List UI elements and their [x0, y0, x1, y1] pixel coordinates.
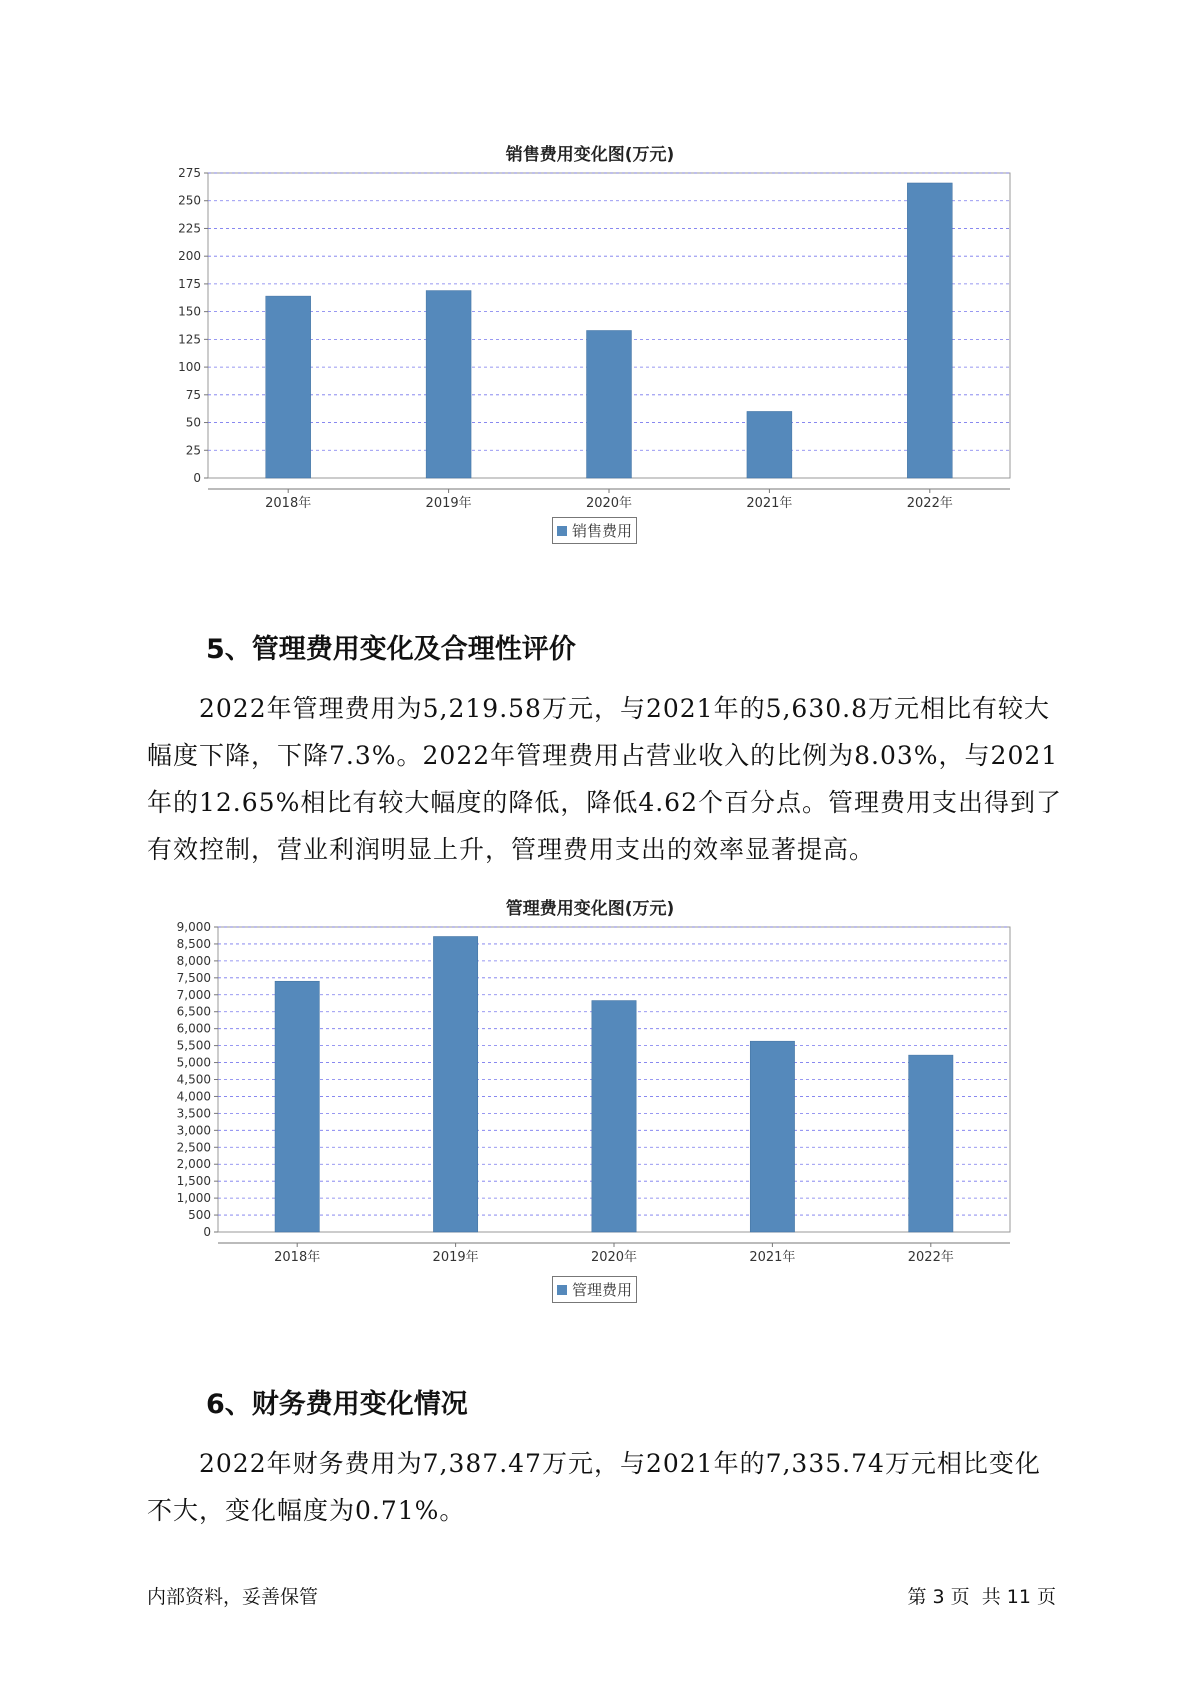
legend-swatch — [557, 526, 567, 536]
section-heading: 6、财务费用变化情况 — [206, 1389, 468, 1420]
y-tick-label: 5,000 — [176, 1055, 211, 1070]
bar — [750, 1041, 794, 1232]
y-tick-label: 2,000 — [176, 1157, 211, 1172]
y-tick-label: 8,500 — [176, 936, 211, 951]
chart-plot — [160, 166, 1020, 550]
x-tick-label: 2020年 — [590, 1250, 638, 1265]
y-tick-label: 3,000 — [176, 1123, 211, 1138]
y-tick-label: 75 — [185, 387, 201, 402]
y-tick-label: 5,500 — [176, 1038, 211, 1053]
y-tick-label: 1,000 — [176, 1191, 211, 1206]
y-tick-label: 150 — [178, 304, 201, 319]
legend-label: 管理费用 — [572, 1281, 633, 1299]
y-tick-label: 200 — [178, 249, 201, 264]
y-tick-label: 9,000 — [176, 920, 211, 934]
x-tick-label: 2022年 — [907, 1250, 954, 1265]
y-tick-label: 6,000 — [176, 1021, 211, 1036]
chart-legend — [552, 1276, 637, 1303]
x-tick-label: 2022年 — [906, 496, 953, 511]
y-tick-label: 100 — [178, 360, 201, 375]
y-tick-label: 25 — [185, 443, 201, 458]
chart-title: 管理费用变化图(万元) — [505, 899, 675, 919]
admin-expense-chart — [160, 894, 1020, 1324]
sales-expense-chart — [160, 140, 1020, 560]
y-tick-label: 7,500 — [176, 970, 211, 985]
bar — [426, 291, 471, 478]
y-tick-label: 6,500 — [176, 1004, 211, 1019]
chart-plot — [160, 920, 1020, 1309]
y-tick-label: 500 — [188, 1208, 211, 1223]
y-tick-label: 225 — [178, 221, 201, 236]
x-tick-label: 2018年 — [265, 496, 312, 511]
y-tick-label: 0 — [203, 1225, 211, 1239]
y-tick-label: 125 — [178, 332, 201, 347]
x-tick-label: 2020年 — [585, 496, 633, 511]
footer-right: 第 3 页 共 11 页 — [907, 1586, 1056, 1608]
y-tick-label: 7,000 — [176, 987, 211, 1002]
footer-left: 内部资料，妥善保管 — [147, 1586, 319, 1608]
legend-label: 销售费用 — [572, 522, 633, 540]
y-tick-label: 4,000 — [176, 1089, 211, 1104]
section-heading: 5、管理费用变化及合理性评价 — [206, 634, 576, 665]
bar — [587, 330, 632, 478]
y-tick-label: 50 — [185, 415, 201, 430]
chart-legend — [552, 517, 637, 544]
legend-swatch — [557, 1285, 567, 1295]
y-tick-label: 275 — [178, 166, 201, 180]
bar — [907, 183, 952, 478]
x-tick-label: 2021年 — [749, 1250, 796, 1265]
bar — [592, 1001, 636, 1232]
y-tick-label: 3,500 — [176, 1106, 211, 1121]
bar — [747, 411, 792, 478]
bar — [909, 1055, 953, 1232]
y-tick-label: 4,500 — [176, 1072, 211, 1087]
chart-title: 销售费用变化图(万元) — [505, 145, 675, 165]
x-tick-label: 2021年 — [746, 496, 793, 511]
y-tick-label: 175 — [178, 276, 201, 291]
bar — [275, 981, 319, 1232]
x-tick-label: 2019年 — [432, 1250, 479, 1265]
y-tick-label: 0 — [193, 471, 201, 485]
x-tick-label: 2018年 — [274, 1250, 321, 1265]
bar — [433, 936, 477, 1232]
section-paragraph: 2022年管理费用为5,219.58万元，与2021年的5,630.8万元相比有较大幅度下降，下降7.3%。2022年管理费用占营业收入的比例为8.03%，与2021年的12.65%相比有较大幅度的降低，降低4.62个百分点。管理费用支出得到了有效控制，营业利润明显上升，管理费用支出的效率显著提高。 — [147, 694, 1062, 864]
y-tick-label: 8,000 — [176, 953, 211, 968]
y-tick-label: 2,500 — [176, 1140, 211, 1155]
bar — [266, 296, 311, 478]
y-tick-label: 250 — [178, 193, 201, 208]
y-tick-label: 1,500 — [176, 1174, 211, 1189]
x-tick-label: 2019年 — [425, 496, 472, 511]
section-paragraph: 2022年财务费用为7,387.47万元，与2021年的7,335.74万元相比变化不大，变化幅度为0.71%。 — [147, 1449, 1041, 1525]
